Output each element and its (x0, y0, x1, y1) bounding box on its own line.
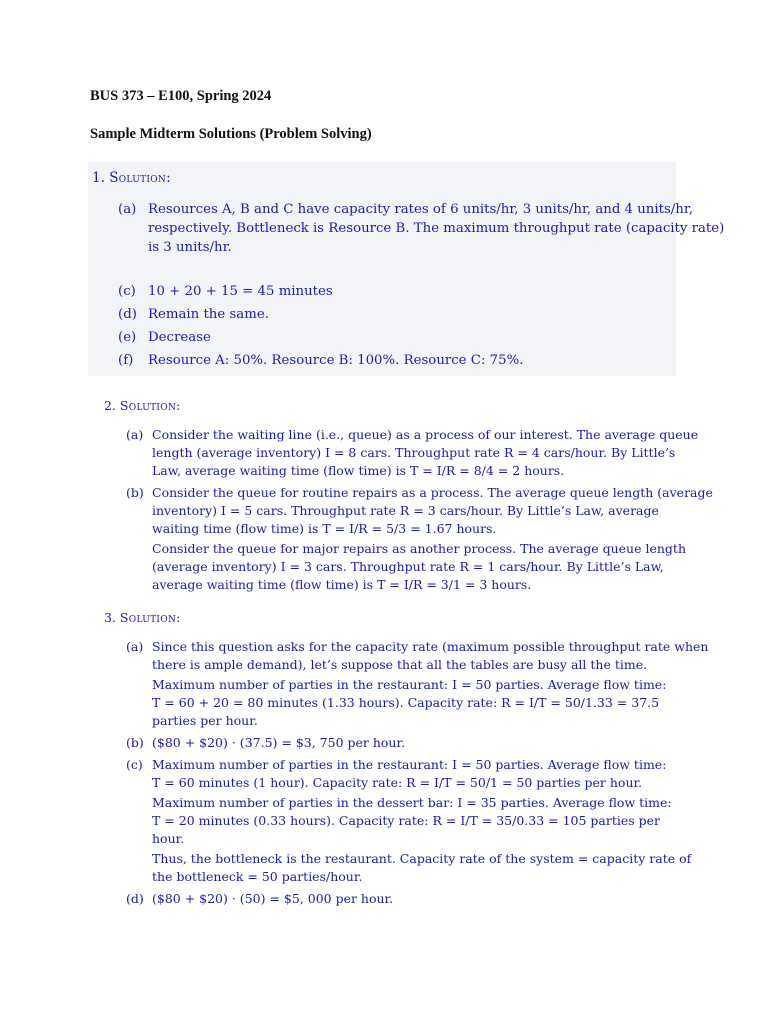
item-label: (f) (118, 353, 134, 368)
item-label: (a) (126, 427, 144, 442)
answer-line: T = 20 minutes (0.33 hours). Capacity rate: R = I/T = 35/0.33 = 105 parties per (152, 813, 661, 828)
solution-label: Solution: (119, 610, 181, 625)
answer-line: T = 60 minutes (1 hour). Capacity rate: R = I/T = 50/1 = 50 parties per hour. (152, 775, 643, 790)
problem-number: 3. (104, 610, 116, 625)
item-label: (c) (126, 757, 143, 772)
solution-label: Solution: (109, 170, 171, 186)
answer-line: Consider the queue for routine repairs as a process. The average queue length (average (152, 485, 713, 500)
answer-line: Law, average waiting time (flow time) is T = I/R = 8/4 = 2 hours. (152, 463, 565, 478)
item-label: (c) (118, 284, 136, 299)
answer-line: respectively. Bottleneck is Resource B. The maximum throughput rate (capacity rate) (148, 221, 725, 236)
answer-line: Maximum number of parties in the restaurant: I = 50 parties. Average flow time: (152, 757, 667, 772)
answer-line: Consider the queue for major repairs as another process. The average queue length (152, 541, 686, 556)
answer-line: average waiting time (flow time) is T = I/R = 3/1 = 3 hours. (152, 577, 532, 592)
answer-line: the bottleneck = 50 parties/hour. (152, 869, 363, 884)
problem-number: 1. (92, 170, 105, 186)
course-heading: BUS 373 – E100, Spring 2024 (90, 88, 272, 104)
item-label: (d) (126, 891, 144, 906)
problem-3-heading (104, 610, 181, 625)
answer-line: Since this question asks for the capacity rate (maximum possible throughput rate when (152, 639, 709, 654)
answer-line: inventory) I = 5 cars. Throughput rate R = 3 cars/hour. By Little’s Law, average (152, 503, 659, 518)
answer-line: ($80 + $20) · (50) = $5, 000 per hour. (152, 891, 394, 906)
answer-line: length (average inventory) I = 8 cars. Throughput rate R = 4 cars/hour. By Little’s (152, 445, 676, 460)
problem-3-block (104, 610, 709, 920)
answer-line: T = 60 + 20 = 80 minutes (1.33 hours). Capacity rate: R = I/T = 50/1.33 = 37.5 (152, 695, 660, 710)
answer-line: parties per hour. (152, 713, 258, 728)
item-label: (a) (118, 202, 137, 217)
answer-line: there is ample demand), let’s suppose that all the tables are busy all the time. (152, 657, 648, 672)
answer-line: Resource A: 50%. Resource B: 100%. Resource C: 75%. (148, 353, 524, 368)
answer-line: hour. (152, 831, 185, 846)
answer-line: Remain the same. (148, 307, 269, 322)
problem-1-heading (92, 170, 171, 186)
answer-line: (average inventory) I = 3 cars. Throughput rate R = 1 cars/hour. By Little’s Law, (152, 559, 664, 574)
item-label: (a) (126, 639, 144, 654)
answer-line: Thus, the bottleneck is the restaurant. Capacity rate of the system = capacity rate of (152, 851, 692, 866)
problem-2-block (104, 398, 713, 598)
solution-label: Solution: (119, 398, 181, 413)
answer-line: Maximum number of parties in the restaurant: I = 50 parties. Average flow time: (152, 677, 667, 692)
item-label: (b) (126, 485, 144, 500)
answer-line: Resources A, B and C have capacity rates of 6 units/hr, 3 units/hr, and 4 units/hr, (148, 202, 693, 217)
answer-line: waiting time (flow time) is T = I/R = 5/3 = 1.67 hours. (152, 521, 497, 536)
answer-line: Consider the waiting line (i.e., queue) as a process of our interest. The average queue (152, 427, 699, 442)
problem-2-heading (104, 398, 181, 413)
answer-line: ($80 + $20) · (37.5) = $3, 750 per hour. (152, 735, 406, 750)
item-label: (d) (118, 307, 137, 322)
item-label: (b) (126, 735, 144, 750)
problem-1-block (88, 162, 725, 376)
answer-line: Decrease (148, 330, 211, 345)
answer-line: is 3 units/hr. (148, 240, 232, 255)
item-label: (e) (118, 330, 137, 345)
answer-line: Maximum number of parties in the dessert bar: I = 35 parties. Average flow time: (152, 795, 672, 810)
answer-line: 10 + 20 + 15 = 45 minutes (148, 284, 333, 299)
document-title: Sample Midterm Solutions (Problem Solving) (90, 126, 372, 142)
problem-number: 2. (104, 398, 116, 413)
